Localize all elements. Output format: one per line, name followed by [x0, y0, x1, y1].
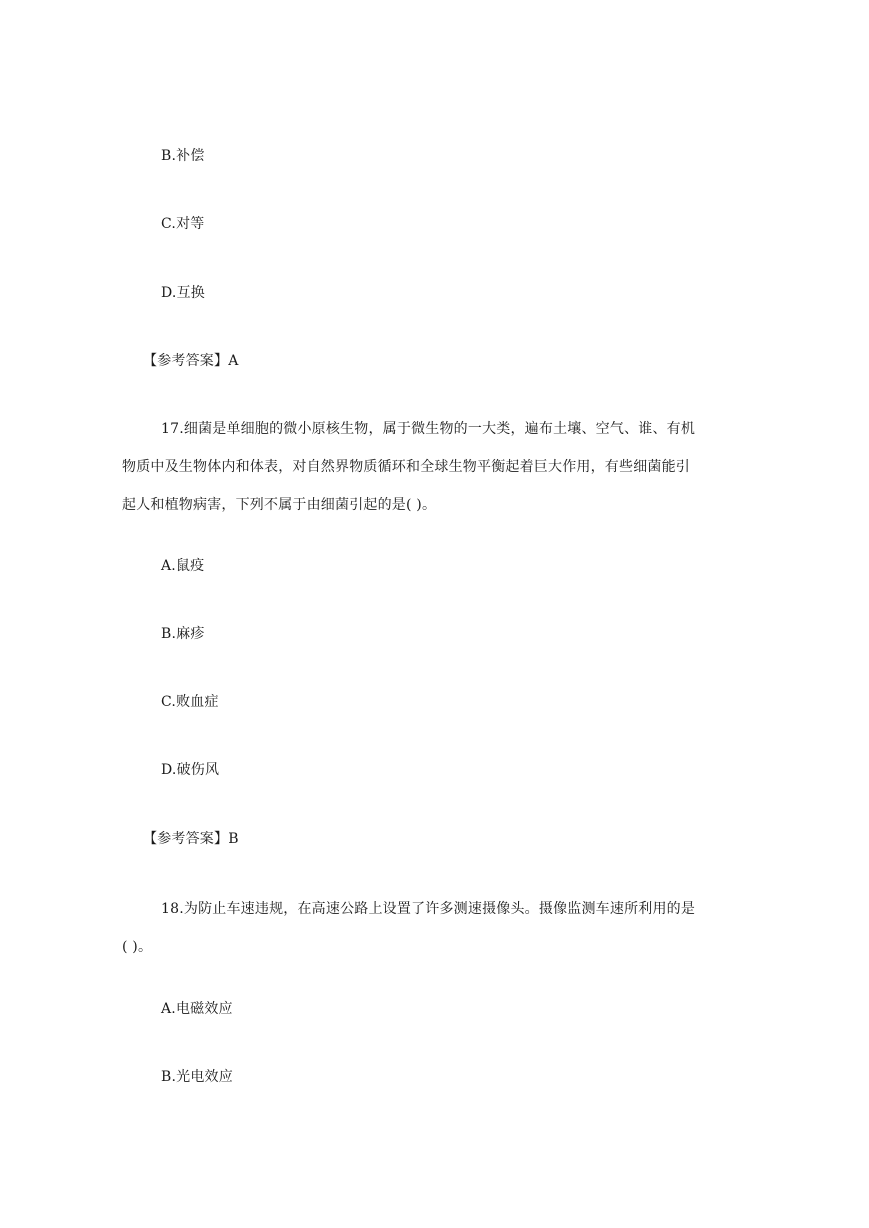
option-18-a: A.电磁效应 [161, 1001, 233, 1017]
question-17 [122, 410, 750, 524]
option-17-c: C.败血症 [161, 694, 219, 710]
question-18-line-1: 18.为防止车速违规，在高速公路上设置了许多测速摄像头。摄像监测车速所利用的是 [161, 901, 696, 917]
option-18-b: B.光电效应 [161, 1069, 233, 1085]
answer-17: 【参考答案】B [143, 831, 239, 847]
question-17-line-2: 物质中及生物体内和体表，对自然界物质循环和全球生物平衡起着巨大作用，有些细菌能引 [122, 459, 690, 475]
question-18 [122, 890, 750, 966]
answer-16: 【参考答案】A [143, 353, 239, 369]
option-16-c: C.对等 [161, 216, 205, 232]
option-17-a: A.鼠疫 [161, 558, 205, 574]
option-16-b: B.补偿 [161, 148, 205, 164]
option-17-b: B.麻疹 [161, 626, 205, 642]
option-16-d: D.互换 [161, 285, 205, 301]
question-17-line-3: 起人和植物病害，下列不属于由细菌引起的是( )。 [122, 497, 437, 513]
question-18-line-2: ( )。 [122, 939, 153, 955]
option-17-d: D.破伤风 [161, 762, 220, 778]
question-17-line-1: 17.细菌是单细胞的微小原核生物，属于微生物的一大类，遍布土壤、空气、谁、有机 [161, 421, 696, 437]
